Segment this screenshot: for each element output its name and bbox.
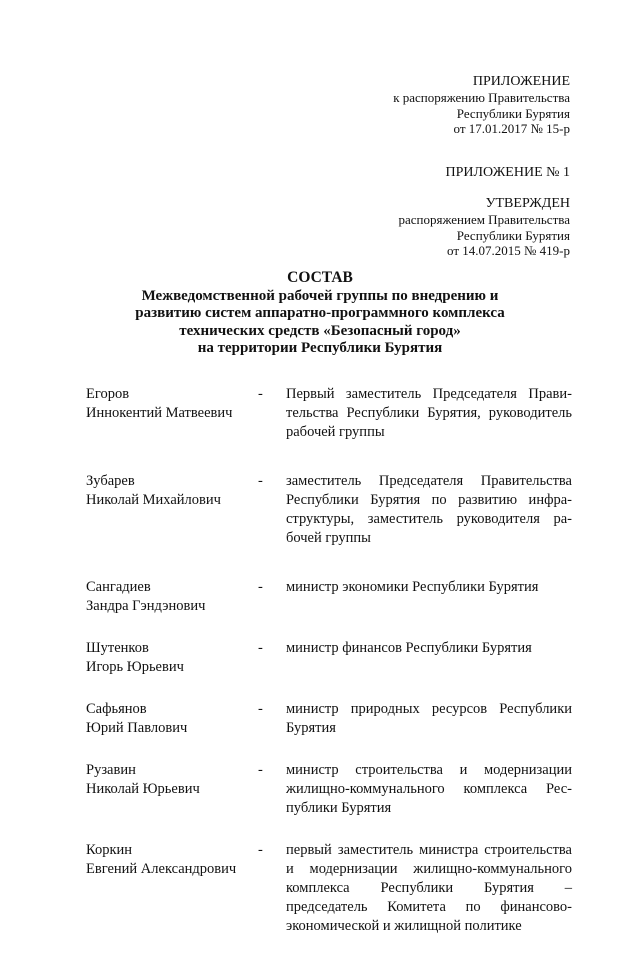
approved-line-2: Республики Бурятия bbox=[456, 227, 570, 243]
member-dash: - bbox=[258, 701, 263, 717]
member-dash: - bbox=[258, 473, 263, 489]
member-surname: Сафьянов bbox=[86, 701, 147, 717]
member-row bbox=[86, 639, 572, 677]
member-name bbox=[86, 761, 258, 818]
member-row bbox=[86, 385, 572, 442]
member-dash: - bbox=[258, 640, 263, 656]
member-role: министр строительства и модернизации жилищно-коммунального комплекса Республики Бурятия bbox=[286, 762, 572, 816]
member-given-name: Юрий Павлович bbox=[86, 720, 188, 736]
member-dash: - bbox=[258, 579, 263, 595]
title-line-1: Межведомственной рабочей группы по внедрению и bbox=[141, 287, 499, 304]
members-list bbox=[86, 385, 572, 966]
member-row bbox=[86, 761, 572, 818]
appendix-1-title: ПРИЛОЖЕНИЕ № 1 bbox=[445, 165, 570, 180]
member-given-name: Зандра Гэндэнович bbox=[86, 598, 206, 614]
document-title bbox=[70, 269, 570, 358]
member-given-name: Николай Михайлович bbox=[86, 492, 221, 508]
member-given-name: Иннокентий Матвеевич bbox=[86, 405, 233, 421]
member-dash: - bbox=[258, 842, 263, 858]
member-role: министр экономики Республики Бурятия bbox=[286, 579, 539, 595]
member-given-name: Николай Юрьевич bbox=[86, 781, 200, 797]
appendix-header bbox=[393, 73, 570, 137]
approved-header bbox=[398, 195, 570, 259]
member-surname: Шутенков bbox=[86, 640, 149, 656]
approved-line-1: распоряжением Правительства bbox=[398, 212, 570, 227]
member-role: министр финансов Республики Бурятия bbox=[286, 640, 532, 656]
member-given-name: Евгений Александрович bbox=[86, 861, 237, 877]
member-surname: Егоров bbox=[86, 386, 130, 402]
member-surname: Сангадиев bbox=[86, 579, 151, 595]
member-row bbox=[86, 700, 572, 738]
member-role: министр природных ресурсов Республики Бурятия bbox=[286, 701, 572, 736]
member-name bbox=[86, 700, 258, 738]
approved-title: УТВЕРЖДЕН bbox=[485, 196, 570, 211]
member-surname: Зубарев bbox=[86, 473, 135, 489]
member-surname: Рузавин bbox=[86, 762, 136, 778]
member-row bbox=[86, 578, 572, 616]
member-name bbox=[86, 472, 258, 548]
member-dash: - bbox=[258, 386, 263, 402]
appendix-line-3: от 17.01.2017 № 15-р bbox=[453, 121, 570, 136]
title-line-4: на территории Республики Бурятия bbox=[197, 340, 443, 356]
member-given-name: Игорь Юрьевич bbox=[86, 659, 184, 675]
member-name bbox=[86, 841, 258, 936]
member-surname: Коркин bbox=[86, 842, 133, 858]
member-name bbox=[86, 385, 258, 442]
member-dash: - bbox=[258, 762, 263, 778]
member-role: Первый заместитель Председателя Правительства Республики Бурятия, руководитель рабочей группы bbox=[286, 386, 572, 440]
member-role: первый заместитель министра строительства и модернизации жилищно-коммунального комплекса Республики Бурятия – председатель Комитета по финансово-экономической и жилищной политике bbox=[286, 842, 572, 934]
member-row bbox=[86, 472, 572, 548]
title-main: СОСТАВ bbox=[287, 269, 353, 286]
title-line-3: технических средств «Безопасный город» bbox=[179, 322, 461, 339]
member-role: заместитель Председателя Правительства Республики Бурятия по развитию инфраструктуры, заместитель руководителя рабочей группы bbox=[286, 473, 572, 546]
member-name bbox=[86, 578, 258, 616]
appendix-title: ПРИЛОЖЕНИЕ bbox=[472, 74, 570, 89]
appendix-line-1: к распоряжению Правительства bbox=[393, 90, 570, 105]
member-row bbox=[86, 841, 572, 936]
member-name bbox=[86, 639, 258, 677]
appendix-1-header bbox=[446, 164, 571, 181]
title-line-2: развитию систем аппаратно-программного комплекса bbox=[135, 305, 505, 321]
appendix-line-2: Республики Бурятия bbox=[456, 105, 570, 121]
approved-line-3: от 14.07.2015 № 419-р bbox=[447, 243, 570, 258]
